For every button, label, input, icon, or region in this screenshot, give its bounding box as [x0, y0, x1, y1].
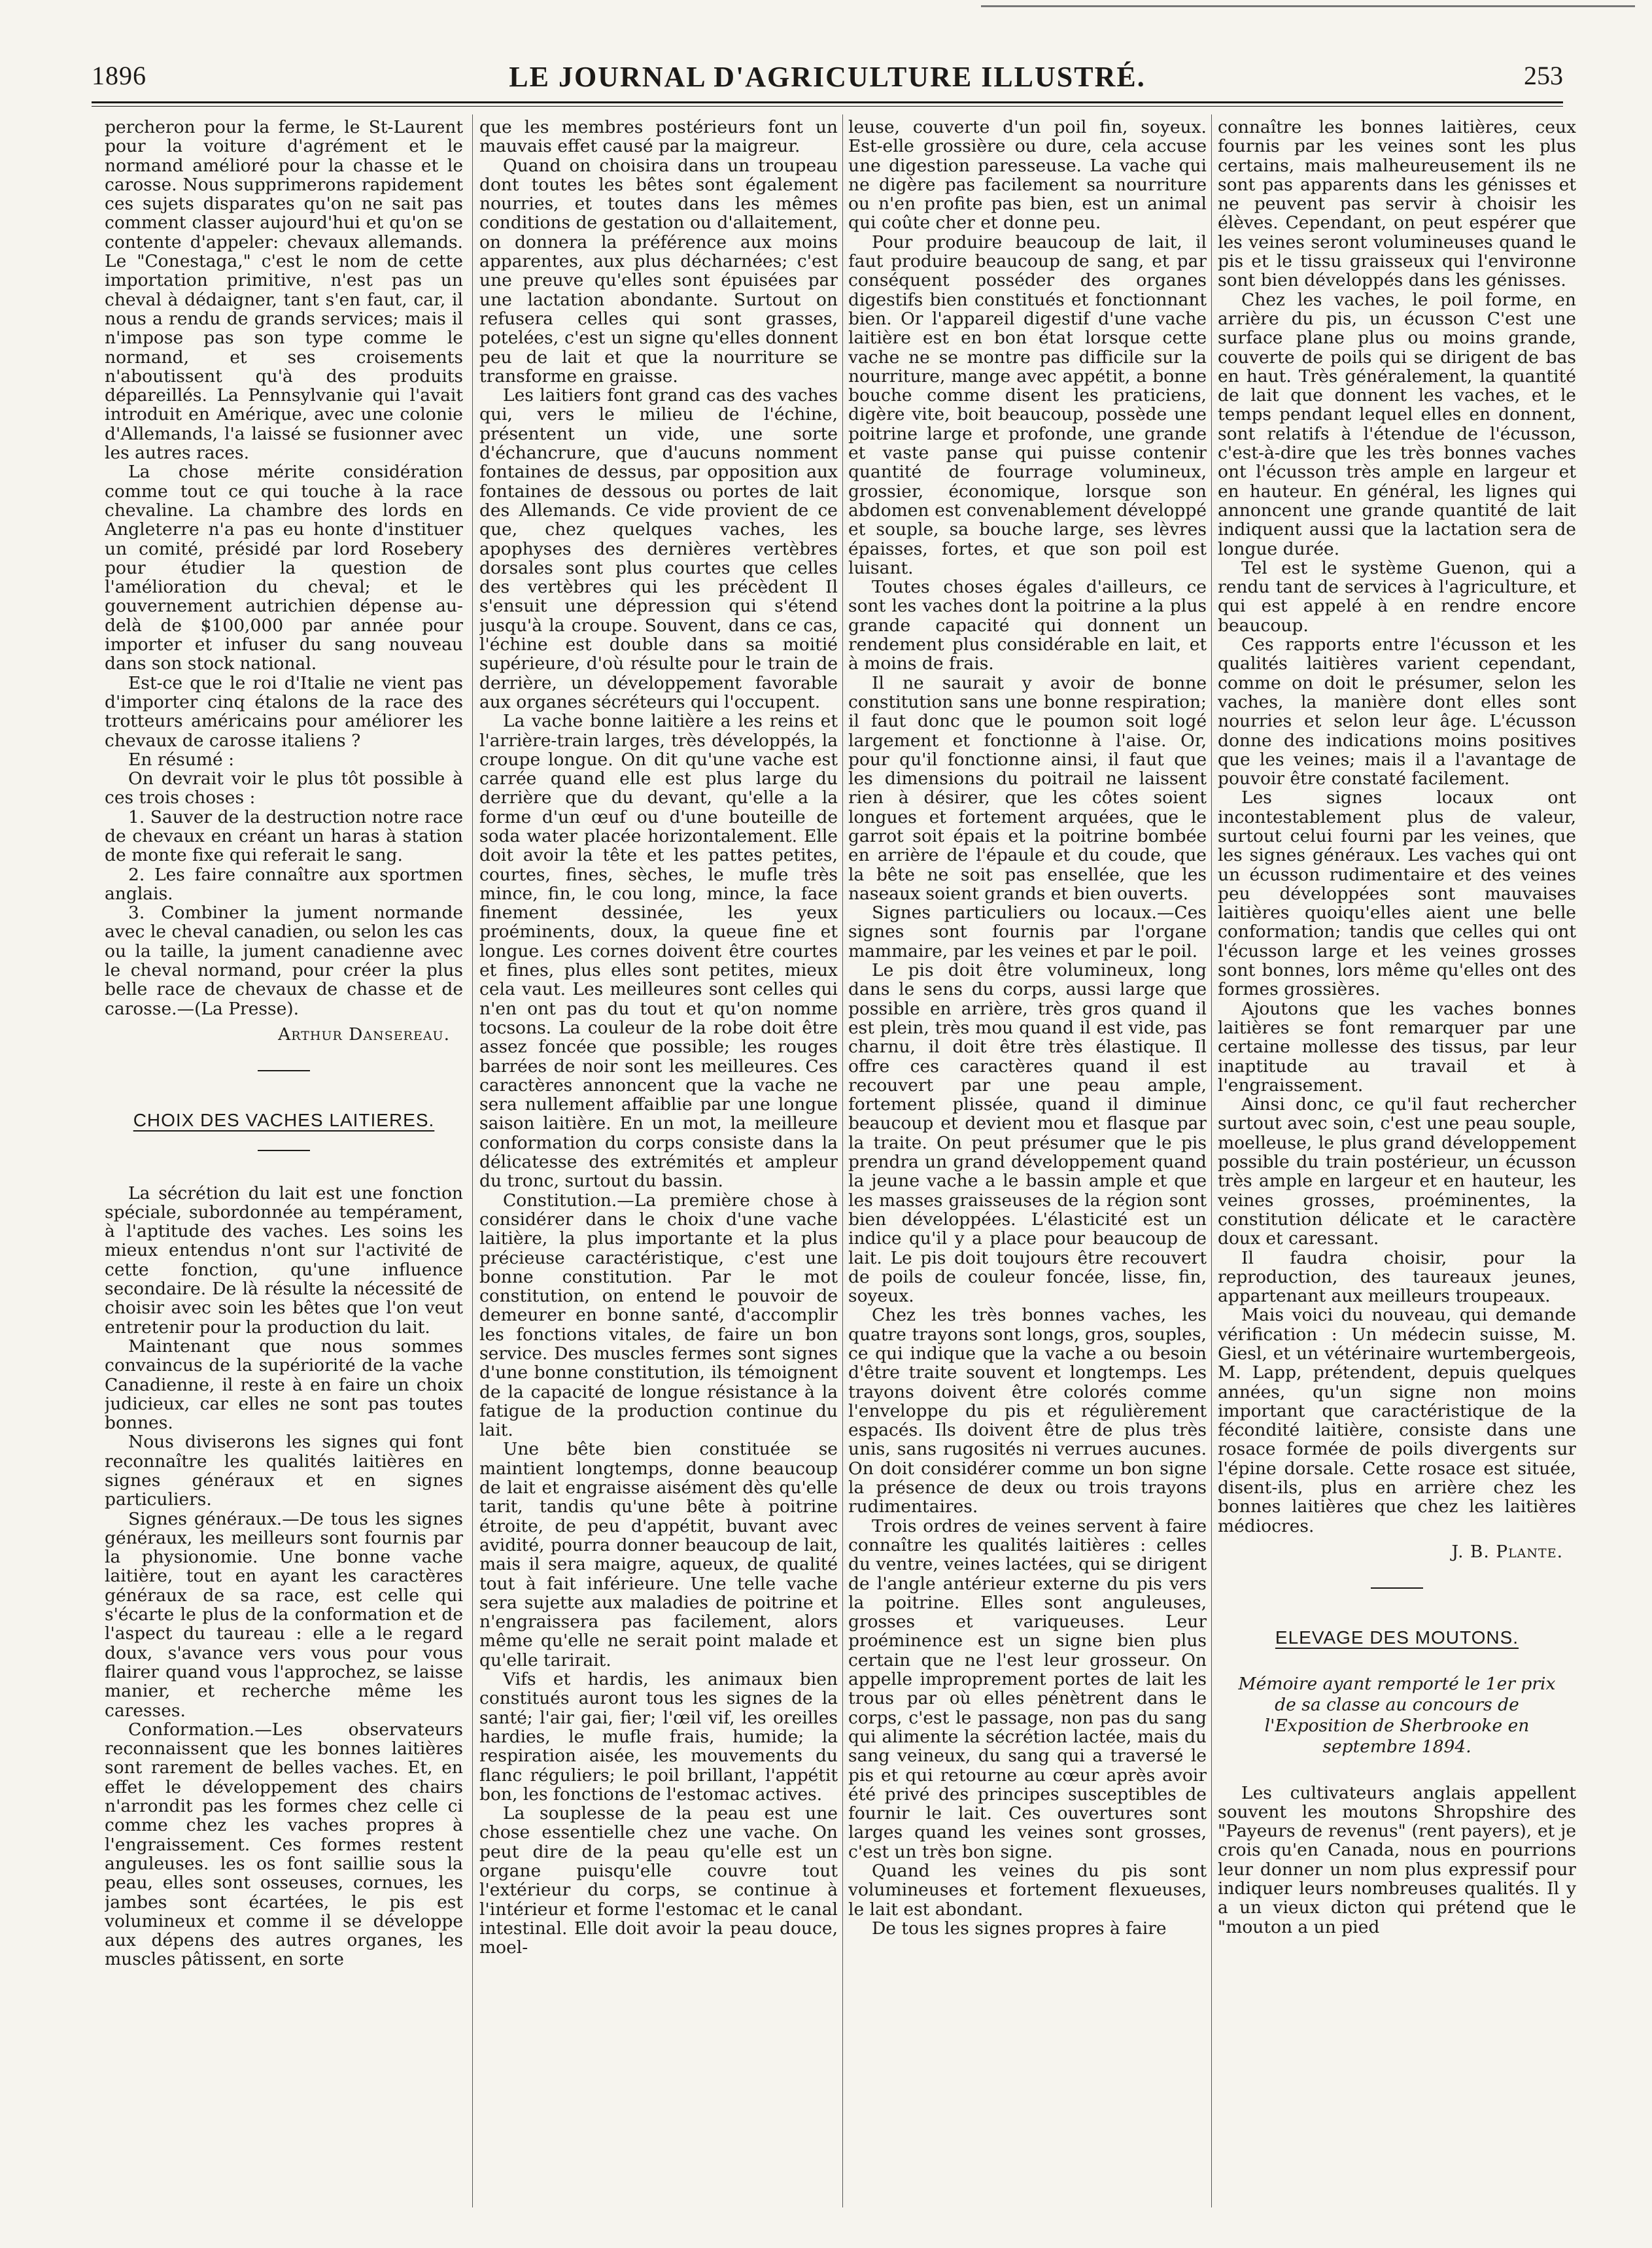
paragraph: La souplesse de la peau est une chose essentielle chez une vache. On peut dire de la peau qu'elle est un organe puisqu'elle couvre tout l'extérieur du corps, se continue à l'intérieur et forme l'estomac et le canal intestinal. Elle doit avoir la peau douce, moel- [479, 1803, 838, 1958]
paragraph: percheron pour la ferme, le St-Laurent pour la voiture d'agrément et le normand amélioré pour la chasse et le carosse. Nous supprimerons rapidement ces sujets disparates qu'on ne sait pas comment classer aujourd'hui et qu'on se contente d'appeler: chevaux allemands. Le "Conestaga," c'est le nom de cette importation primitive, n'est pas un cheval à dédaigner, tant s'en faut, car, il nous a rendu de grands services; mais il n'impose pas son type comme le normand, et ses croisements n'aboutissent qu'à des produits dépareillés. La Pennsylvanie qui l'avait introduit en Amérique, avec une colonie d'Allemands, l'a laissé se fusionner avec les autres races. [105, 118, 463, 464]
column-4 [1218, 118, 1576, 2211]
column-1 [105, 118, 463, 2211]
paragraph: Toutes choses égales d'ailleurs, ce sont les vaches dont la poitrine a la plus grande capacité qui donnent un rendement plus considérable en lait, et à moins de frais. [848, 577, 1207, 674]
paragraph: La chose mérite considération comme tout ce qui touche à la race chevaline. La chambre des lords en Angleterre n'a pas eu honte d'instituer un comité, présidé par lord Rosebery pour étudier la question de l'amélioration du cheval; et le gouvernement autrichien dépense au-delà de $100,000 par année pour importer et infuser du sang nouveau dans son stock national. [105, 462, 463, 674]
paragraph: Mais voici du nouveau, qui demande vérification : Un médecin suisse, M. Giesl, et un vétérinaire wurtembergeois, M. Lapp, prétendent, depuis quelques années, qu'un signe non moins important que caractéristique de la fécondité laitière, consiste dans une rosace formée de poils divergents sur l'épine dorsale. Cette rosace est située, disent-ils, plus en arrière chez les bonnes laitières que chez les laitières médiocres. [1218, 1305, 1576, 1536]
paragraph: Vifs et hardis, les animaux bien constitués auront tous les signes de la santé; l'air gai, fier; l'œil vif, les oreilles hardies, le mufle frais, humide; la respiration aisée, les mouvements du flanc réguliers; le poil brillant, l'appétit bon, les fonctions de l'estomac actives. [479, 1669, 838, 1805]
paragraph: Il ne saurait y avoir de bonne constitution sans une bonne respiration; il faut donc que le poumon soit logé largement et fonctionne à l'aise. Or, pour qu'il fonctionne ainsi, il faut que les dimensions du poitrail ne laissent rien à désirer, que les côtes soient longues et fortement arquées, que le garrot soit épais et la poitrine bombée en arrière de l'épaule et du coude, que la bête ne soit pas ensellée, que les naseaux soient grands et bien ouverts. [848, 672, 1207, 904]
paragraph: On devrait voir le plus tôt possible à ces trois choses : [105, 769, 463, 808]
column-separator [842, 114, 843, 2207]
paragraph: De tous les signes propres à faire [872, 1918, 1167, 1939]
paragraph: 1. Sauver de la destruction notre race de chevaux en créant un haras à station de monte fixe qui referait le sang. [105, 806, 463, 866]
page-header [92, 60, 1563, 99]
paragraph: Chez les vaches, le poil forme, en arrière du pis, un écusson C'est une surface plane plus ou moins grande, couverte de poils qui se dirigent de bas en haut. Très généralement, la quantité de lait que donnent les vaches, et le temps pendant lequel elles en donnent, sont relatifs à l'étendue de l'écusson, c'est-à-dire que les très bonnes vaches ont l'écusson très ample en largeur et en hauteur. En général, les lignes qui annoncent une grande quantité de lait indiquent aussi que la lactation sera de longue durée. [1218, 289, 1576, 559]
paragraph: Les laitiers font grand cas des vaches qui, vers le milieu de l'échine, présentent un vide, une sorte d'échancrure, que d'aucuns nomment fontaines de dessus, par opposition aux fontaines de dessous ou portes de lait des Allemands. Ce vide provient de ce que, chez quelques vaches, les apophyses des dernières vertèbres dorsales sont plus courtes que celles des vertèbres qui les précèdent Il s'ensuit une dépression qui s'étend jusqu'à la croupe. Souvent, dans ce cas, l'échine est double dans sa moitié supérieure, d'où résulte pour le train de derrière, un développement favorable aux organes sécréteurs qui l'occupent. [479, 385, 838, 712]
page-number: 253 [1524, 61, 1563, 90]
paragraph: En résumé : [128, 749, 235, 770]
paragraph: Le pis doit être volumineux, long dans le sens du corps, aussi large que possible en arrière, très gros quand il est plein, très mou quand il est vide, pas charnu, il doit être très élastique. Il offre ces caractères quand il est recouvert par une peau ample, fortement plissée, quand il diminue beaucoup et devient mou et flasque par la traite. On peut présumer que le pis prendra un grand développement quand la jeune vache a le bassin ample et que les masses graisseuses de la région sont bien développées. L'élasticité est un indice qu'il y a place pour beaucoup de lait. Le pis doit toujours être recouvert de poils de couleur foncée, lisse, fin, soyeux. [848, 960, 1207, 1307]
column-3 [848, 118, 1207, 2211]
paragraph: Constitution.—La première chose à considérer dans le choix d'une vache laitière, la plus importante et la plus précieuse caractéristique, c'est une bonne constitution. Par le mot constitution, on entend le pouvoir de demeurer en bonne santé, d'accomplir les fonctions vitales, de faire un bon service. Des muscles fermes sont signes d'une bonne constitution, ils témoignent de la capacité de longue résistance à la fatigue de la production continue du lait. [479, 1190, 838, 1441]
paragraph: connaître les bonnes laitières, ceux fournis par les veines sont les plus certains, mais malheureusement ils ne sont pas apparents dans les génisses et ne peuvent pas servir à choisir les élèves. Cependant, on peut espérer que les veines seront volumineuses quand le pis et le tissu graisseux qui l'environne sont bien développés dans les génisses. [1218, 118, 1576, 291]
section-divider [258, 1150, 310, 1151]
author-signature: Arthur Dansereau. [278, 1024, 450, 1045]
paragraph: Les signes locaux ont incontestablement plus de valeur, surtout celui fourni par les veines, que les signes généraux. Les vaches qui ont un écusson rudimentaire et des veines peu développées sont mauvaises laitières quoiqu'elles aient une belle conformation; tandis que celles qui ont l'écusson large et les veines grosses sont bonnes, lors même qu'elles ont des formes grossières. [1218, 787, 1576, 1000]
paragraph: que les membres postérieurs font un mauvais effet causé par la maigreur. [479, 118, 838, 157]
paragraph: Conformation.—Les observateurs reconnaissent que les bonnes laitières sont rarement de belles vaches. Et, en effet le développement des chairs n'arrondit pas les formes chez celle ci comme chez les vaches propres à l'engraissement. Ces formes restent anguleuses. les os font saillie sous la peau, elles sont osseuses, cornues, les jambes sont écartées, le pis est volumineux et comme il se développe aux dépens des autres organes, les muscles pâtissent, en sorte [105, 1719, 463, 1970]
section-title: ELEVAGE DES MOUTONS. [1275, 1627, 1519, 1648]
header-rule [92, 101, 1563, 103]
paragraph: Ces rapports entre l'écusson et les qualités laitières varient cependant, comme on doit le présumer, selon les vaches, la manière dont elles sont nourries et selon leur âge. L'écusson donne des indications moins positives que les veines; mais il a l'avantage de pouvoir être constaté facilement. [1218, 634, 1576, 789]
paragraph: 3. Combiner la jument normande avec le cheval canadien, ou selon les cas ou la taille, la jument canadienne avec le cheval normand, pour créer la plus belle race de chevaux de chasse et de carosse.—(La Presse). [105, 903, 463, 1019]
paragraph: La vache bonne laitière a les reins et l'arrière-train larges, très développés, la croupe longue. On dit qu'une vache est carrée quand elle est plus large du derrière que du devant, qu'elle a la forme d'un œuf ou d'une bouteille de soda water placée horizontalement. Elle doit avoir la tête et les pattes petites, courtes, fines, sèches, le mufle très mince, fin, le cou long, mince, la face finement dessinée, les yeux proéminents, doux, la queue fine et longue. Les cornes doivent être courtes et fines, plus elles sont petites, mieux cela vaut. Les meilleures sont celles qui n'en ont pas du tout et qu'on nomme tocsons. La couleur de la robe doit être assez foncée que possible; les rouges barrées de noir sont les meilleures. Ces caractères annoncent que la vache ne sera nullement affaiblie par une longue saison laitière. En un mot, la meilleure conformation du corps consiste dans la délicatesse des extrémités et ampleur du tronc, surtout du bassin. [479, 711, 838, 1192]
paragraph: Quand les veines du pis sont volumineuses et fortement flexueuses, le lait est abondant. [848, 1861, 1207, 1920]
paragraph: Il faudra choisir, pour la reproduction, des taureaux jeunes, appartenant aux meilleurs troupeaux. [1218, 1247, 1576, 1307]
header-year: 1896 [92, 61, 146, 90]
paragraph: Est-ce que le roi d'Italie ne vient pas d'importer cinq étalons de la race des trotteurs américains pour améliorer les chevaux de carosse italiens ? [105, 672, 463, 751]
section-divider [258, 1070, 310, 1071]
paragraph: leuse, couverte d'un poil fin, soyeux. Est-elle grossière ou dure, cela accuse une digestion paresseuse. La vache qui ne digère pas facilement sa nourriture ou n'en profite pas bien, est un animal qui coûte cher et donne peu. [848, 118, 1207, 233]
column-separator [472, 114, 473, 2207]
paragraph: Ainsi donc, ce qu'il faut rechercher surtout avec soin, c'est une peau souple, moelleuse, le plus grand développement possible du train postérieur, un écusson très ample en largeur et en hauteur, les veines grosses, proéminentes, la constitution délicate et le caractère doux et caressant. [1218, 1094, 1576, 1249]
section-subtitle: Mémoire ayant remporté le 1er prix de sa classe au concours de l'Exposition de Sherbrooke en septembre 1894. [1238, 1673, 1556, 1757]
paragraph: Quand on choisira dans un troupeau dont toutes les bêtes sont également nourries, et toutes dans les mêmes conditions de gestation ou d'allaitement, on donnera la préférence aux moins apparentes, aux plus décharnées; c'est une preuve qu'elles sont épuisées par une lactation abondante. Surtout on refusera celles qui sont grasses, potelées, c'est un signe qu'elles donnent peu de lait et que la nourriture se transforme en graisse. [479, 155, 838, 387]
paragraph: Une bête bien constituée se maintient longtemps, donne beaucoup de lait et engraisse aisément dès qu'elle tarit, tandis qu'une bête à poitrine étroite, de peu d'appétit, buvant avec avidité, pourra donner beaucoup de lait, mais il sera maigre, aqueux, de qualité tout à fait inférieure. Une telle vache sera sujette aux maladies de poitrine et n'engraissera pas facilement, alors même qu'elle ne serait point malade et qu'elle tarirait. [479, 1439, 838, 1670]
journal-title: LE JOURNAL D'AGRICULTURE ILLUSTRÉ. [509, 61, 1146, 93]
paragraph: 2. Les faire connaître aux sportmen anglais. [105, 864, 463, 904]
paragraph: Pour produire beaucoup de lait, il faut produire beaucoup de sang, et par conséquent posséder des organes digestifs bien constitués et fonctionnant bien. Or l'appareil digestif d'une vache laitière est en bon état lorsque cette vache ne se montre pas difficile sur la nourriture, mange avec appétit, a bonne bouche comme disent les praticiens, digère vite, boit beaucoup, possède une poitrine large et profonde, une grande et vaste panse qui puisse contenir quantité de fourrage volumineux, grossier, économique, lorsque son abdomen est convenablement développé et souple, sa bouche large, ses lèvres épaisses, fortes, et que son poil est luisant. [848, 232, 1207, 578]
header-rule-thin [92, 106, 1563, 107]
paragraph: Tel est le système Guenon, qui a rendu tant de services à l'agriculture, et qui est appelé à en rendre encore beaucoup. [1218, 557, 1576, 636]
paragraph: Les cultivateurs anglais appellent souvent les moutons Shropshire des "Payeurs de revenus" (rent payers), et je crois qu'en Canada, nous en pourrions leur donner un nom plus expressif pour indiquer leurs nombreuses qualités. Il y a un vieux dicton qui prétend que le "mouton a un pied [1218, 1782, 1576, 1937]
paragraph: Nous diviserons les signes qui font reconnaître les qualités laitières en signes généraux et en signes particuliers. [105, 1432, 463, 1510]
column-separator [1211, 114, 1212, 2207]
author-signature: J. B. Plante. [1451, 1541, 1563, 1562]
paragraph: La sécrétion du lait est une fonction spéciale, subordonnée au tempérament, à l'aptitude des vaches. Les soins les mieux entendus n'ont sur l'activité de cette fonction, qu'une influence secondaire. De là résulte la nécessité de choisir avec soin les bêtes que l'on veut entretenir pour la production du lait. [105, 1183, 463, 1338]
paragraph: Trois ordres de veines servent à faire connaître les qualités laitières : celles du ventre, veines lactées, qui se dirigent de l'angle antérieur externe du pis vers la poitrine. Elles sont anguleuses, grosses et variqueuses. Leur proéminence est un signe bien plus certain que ne l'est leur grosseur. On appelle improprement portes de lait les trous par où elles pénètrent dans le corps, c'est le passage, non pas du sang qui alimente la sécrétion lactée, mais du sang veineux, du sang qui a traversé le pis et qui retourne au cœur après avoir été privé des principes susceptibles de fournir le lait. Ces ouvertures sont larges quand les veines sont grosses, c'est un très bon signe. [848, 1515, 1207, 1862]
paragraph: Signes généraux.—De tous les signes généraux, les meilleurs sont fournis par la physionomie. Une bonne vache laitière, tout en ayant les caractères généraux de sa race, est celle qui s'écarte le plus de la conformation et de l'aspect du taureau : elle a le regard doux, s'avance vers vous pour vous flairer quand vous l'approchez, se laisse manier, et recherche même les caresses. [105, 1508, 463, 1721]
paragraph: Ajoutons que les vaches bonnes laitières se font remarquer par une certaine mollesse des tissus, par leur inaptitude au travail et à l'engraissement. [1218, 998, 1576, 1096]
paragraph: Chez les très bonnes vaches, les quatre trayons sont longs, gros, souples, ce qui indique que la vache a ou besoin d'être traite souvent et longtemps. Les trayons doivent être colorés comme l'enveloppe du pis et régulièrement espacés. Ils doivent être de plus très unis, sans rugosités ni verrues aucunes. On doit considérer comme un bon signe la présence de deux ou trois trayons rudimentaires. [848, 1305, 1207, 1517]
paragraph: Signes particuliers ou locaux.—Ces signes sont fournis par l'organe mammaire, par les veines et par le poil. [848, 903, 1207, 961]
column-2 [479, 118, 838, 2211]
paragraph: Maintenant que nous sommes convaincus de la supériorité de la vache Canadienne, il reste à en faire un choix judicieux, car elles ne sont pas toutes bonnes. [105, 1336, 463, 1434]
section-title: CHOIX DES VACHES LAITIERES. [133, 1110, 435, 1131]
section-divider [1371, 1587, 1423, 1589]
scan-edge-rule [981, 5, 1635, 7]
